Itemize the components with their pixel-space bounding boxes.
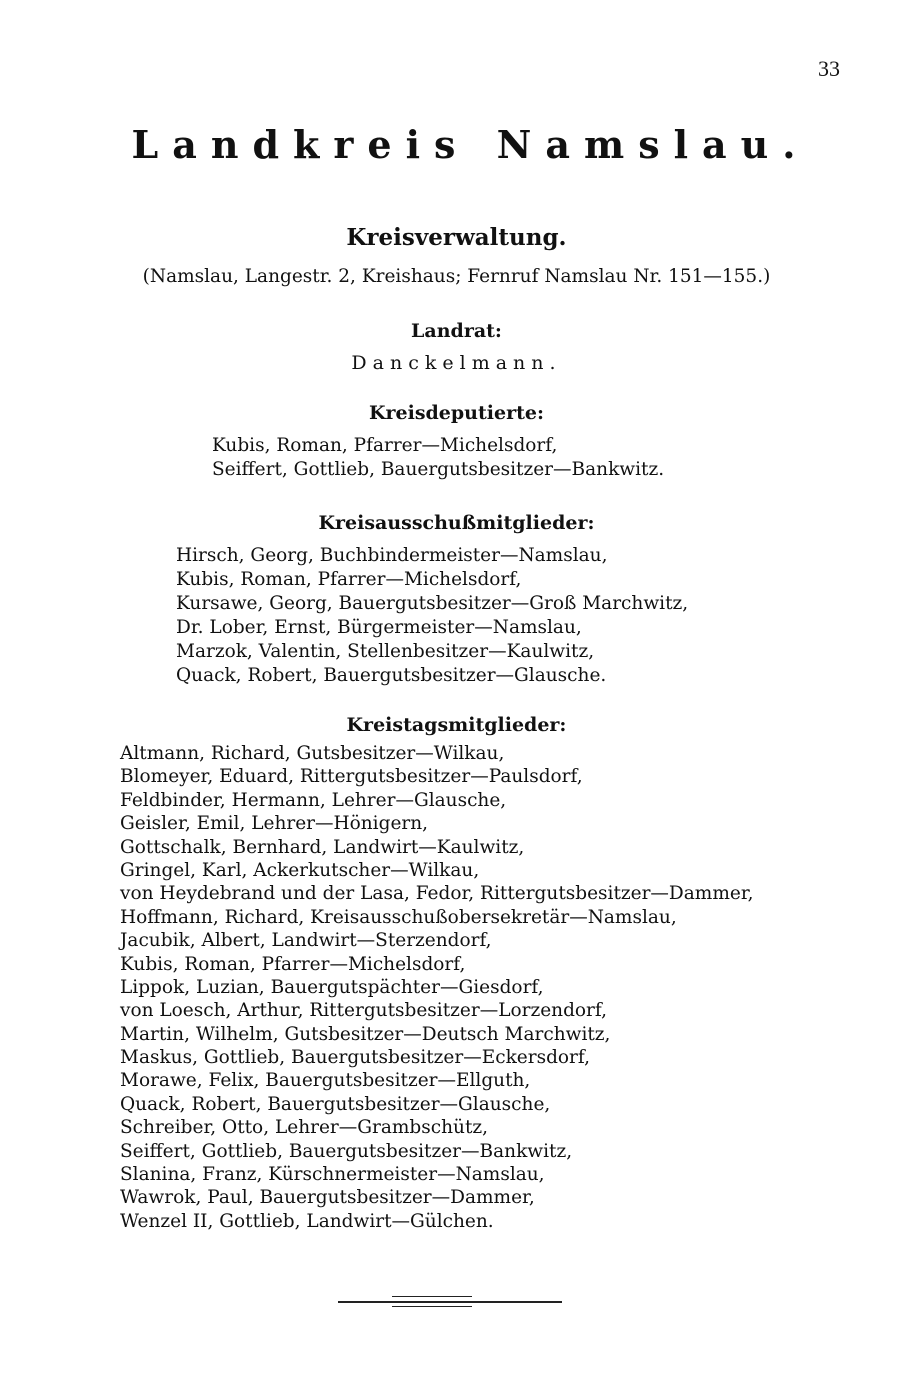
kreisausschuss-heading: Kreisausschußmitglieder: [318,512,595,534]
list-item: Wawrok, Paul, Bauergutsbesitzer—Dammer, [120,1187,535,1209]
list-item: Quack, Robert, Bauergutsbesitzer—Glausche. [176,665,607,686]
closing-rule-bottom [392,1306,472,1307]
list-item: Gringel, Karl, Ackerkutscher—Wilkau, [120,859,480,881]
list-item: Hirsch, Georg, Buchbindermeister—Namslau, [176,545,608,566]
list-item: von Heydebrand und der Lasa, Fedor, Rittergutsbesitzer—Dammer, [120,883,754,905]
kreistag-list [120,742,754,1233]
list-item: Schreiber, Otto, Lehrer—Grambschütz, [120,1117,489,1139]
list-item: Seiffert, Gottlieb, Bauergutsbesitzer—Bankwitz, [120,1140,573,1162]
list-item: Dr. Lober, Ernst, Bürgermeister—Namslau, [176,617,582,638]
list-item: Marzok, Valentin, Stellenbesitzer—Kaulwitz, [176,641,595,662]
list-item: Seiffert, Gottlieb, Bauergutsbesitzer—Bankwitz. [212,459,665,480]
list-item: von Loesch, Arthur, Rittergutsbesitzer—Lorzendorf, [120,1000,607,1022]
kreistag-heading: Kreistagsmitglieder: [346,714,567,736]
kreisdeputierte-list [212,434,664,482]
list-item: Jacubik, Albert, Landwirt—Sterzendorf, [120,930,492,952]
list-item: Maskus, Gottlieb, Bauergutsbesitzer—Eckersdorf, [120,1047,590,1069]
section-heading: Kreisverwaltung. [346,224,567,251]
list-item: Kubis, Roman, Pfarrer—Michelsdorf, [120,953,466,975]
landrat-name: Danckelmann. [351,352,562,374]
list-item: Lippok, Luzian, Bauergutspächter—Giesdorf, [120,976,544,998]
kreisdeputierte-heading: Kreisdeputierte: [369,402,544,424]
list-item: Kubis, Roman, Pfarrer—Michelsdorf, [212,435,558,456]
list-item: Kursawe, Georg, Bauergutsbesitzer—Groß Marchwitz, [176,593,689,614]
list-item: Altmann, Richard, Gutsbesitzer—Wilkau, [120,743,505,764]
list-item: Hoffmann, Richard, Kreisausschußobersekretär—Namslau, [120,906,677,928]
list-item: Feldbinder, Hermann, Lehrer—Glausche, [120,789,507,811]
page-title: Landkreis Namslau. [131,122,810,167]
list-item: Kubis, Roman, Pfarrer—Michelsdorf, [176,569,522,590]
page-number: 33 [818,56,840,81]
list-item: Gottschalk, Bernhard, Landwirt—Kaulwitz, [120,836,525,858]
closing-rule-middle [338,1301,562,1303]
landrat-heading: Landrat: [411,320,502,342]
list-item: Slanina, Franz, Kürschnermeister—Namslau, [120,1164,545,1186]
closing-rule-top [392,1296,472,1297]
list-item: Wenzel II, Gottlieb, Landwirt—Gülchen. [120,1210,494,1232]
address-line: (Namslau, Langestr. 2, Kreishaus; Fernruf Namslau Nr. 151—155.) [142,266,771,287]
kreisausschuss-list [176,544,688,688]
list-item: Martin, Wilhelm, Gutsbesitzer—Deutsch Marchwitz, [120,1023,611,1045]
list-item: Quack, Robert, Bauergutsbesitzer—Glausche, [120,1093,551,1115]
list-item: Geisler, Emil, Lehrer—Hönigern, [120,813,429,835]
list-item: Blomeyer, Eduard, Rittergutsbesitzer—Paulsdorf, [120,766,583,788]
list-item: Morawe, Felix, Bauergutsbesitzer—Ellguth, [120,1070,531,1092]
